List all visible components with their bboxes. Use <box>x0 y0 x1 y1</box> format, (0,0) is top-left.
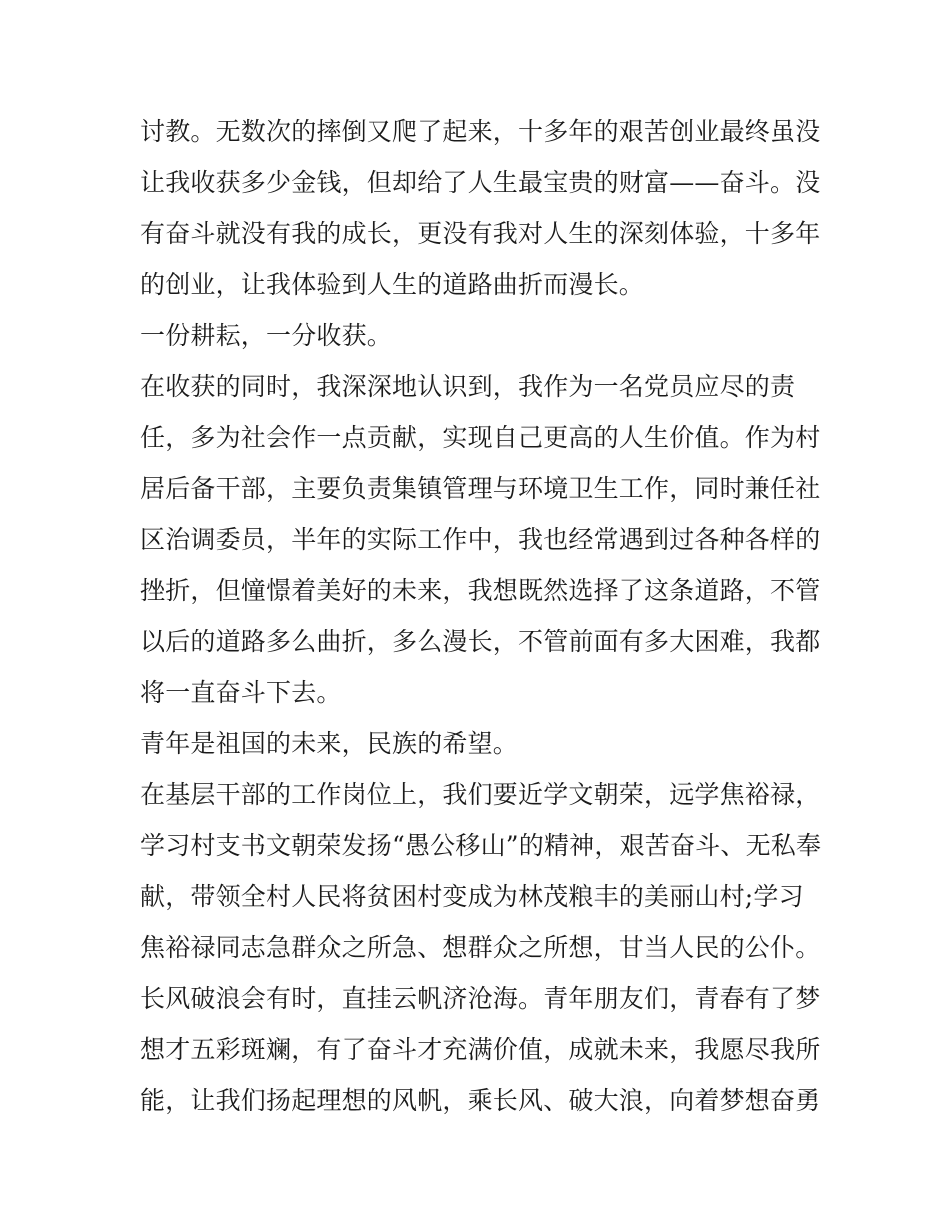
text-line: 想才五彩斑斓，有了奋斗才充满价值，成就未来，我愿尽我所 <box>140 1035 821 1064</box>
text-line: 在基层干部的工作岗位上，我们要近学文朝荣，远学焦裕禄， <box>140 780 821 809</box>
text-line: 学习村支书文朝荣发扬“愚公移山”的精神，艰苦奋斗、无私奉 <box>140 831 822 860</box>
text-line: 居后备干部，主要负责集镇管理与环境卫生工作，同时兼任社 <box>140 474 821 503</box>
text-line: 的创业，让我体验到人生的道路曲折而漫长。 <box>140 270 645 299</box>
text-line: 能，让我们扬起理想的风帆，乘长风、破大浪，向着梦想奋勇 <box>140 1086 821 1115</box>
text-line: 一份耕耘，一分收获。 <box>140 321 393 350</box>
text-line: 任，多为社会作一点贡献，实现自己更高的人生价值。作为村 <box>140 423 821 452</box>
text-line: 有奋斗就没有我的成长，更没有我对人生的深刻体验，十多年 <box>140 219 821 248</box>
document-body <box>140 106 820 1126</box>
text-line: 青年是祖国的未来，民族的希望。 <box>140 729 519 758</box>
text-line: 以后的道路多么曲折，多么漫长，不管前面有多大困难，我都 <box>140 627 821 656</box>
text-line: 献，带领全村人民将贫困村变成为林茂粮丰的美丽山村;学习 <box>140 882 804 911</box>
text-line: 将一直奋斗下去。 <box>140 678 342 707</box>
text-line: 在收获的同时，我深深地认识到，我作为一名党员应尽的责 <box>140 372 796 401</box>
text-line: 焦裕禄同志急群众之所急、想群众之所想，甘当人民的公仆。 <box>140 933 821 962</box>
text-line: 长风破浪会有时，直挂云帆济沧海。青年朋友们，青春有了梦 <box>140 984 821 1013</box>
text-line: 讨教。无数次的摔倒又爬了起来，十多年的艰苦创业最终虽没 <box>140 117 821 146</box>
text-line: 让我收获多少金钱，但却给了人生最宝贵的财富——奋斗。没 <box>140 168 821 197</box>
text-line: 区治调委员，半年的实际工作中，我也经常遇到过各种各样的 <box>140 525 821 554</box>
text-line: 挫折，但憧憬着美好的未来，我想既然选择了这条道路，不管 <box>140 576 821 605</box>
